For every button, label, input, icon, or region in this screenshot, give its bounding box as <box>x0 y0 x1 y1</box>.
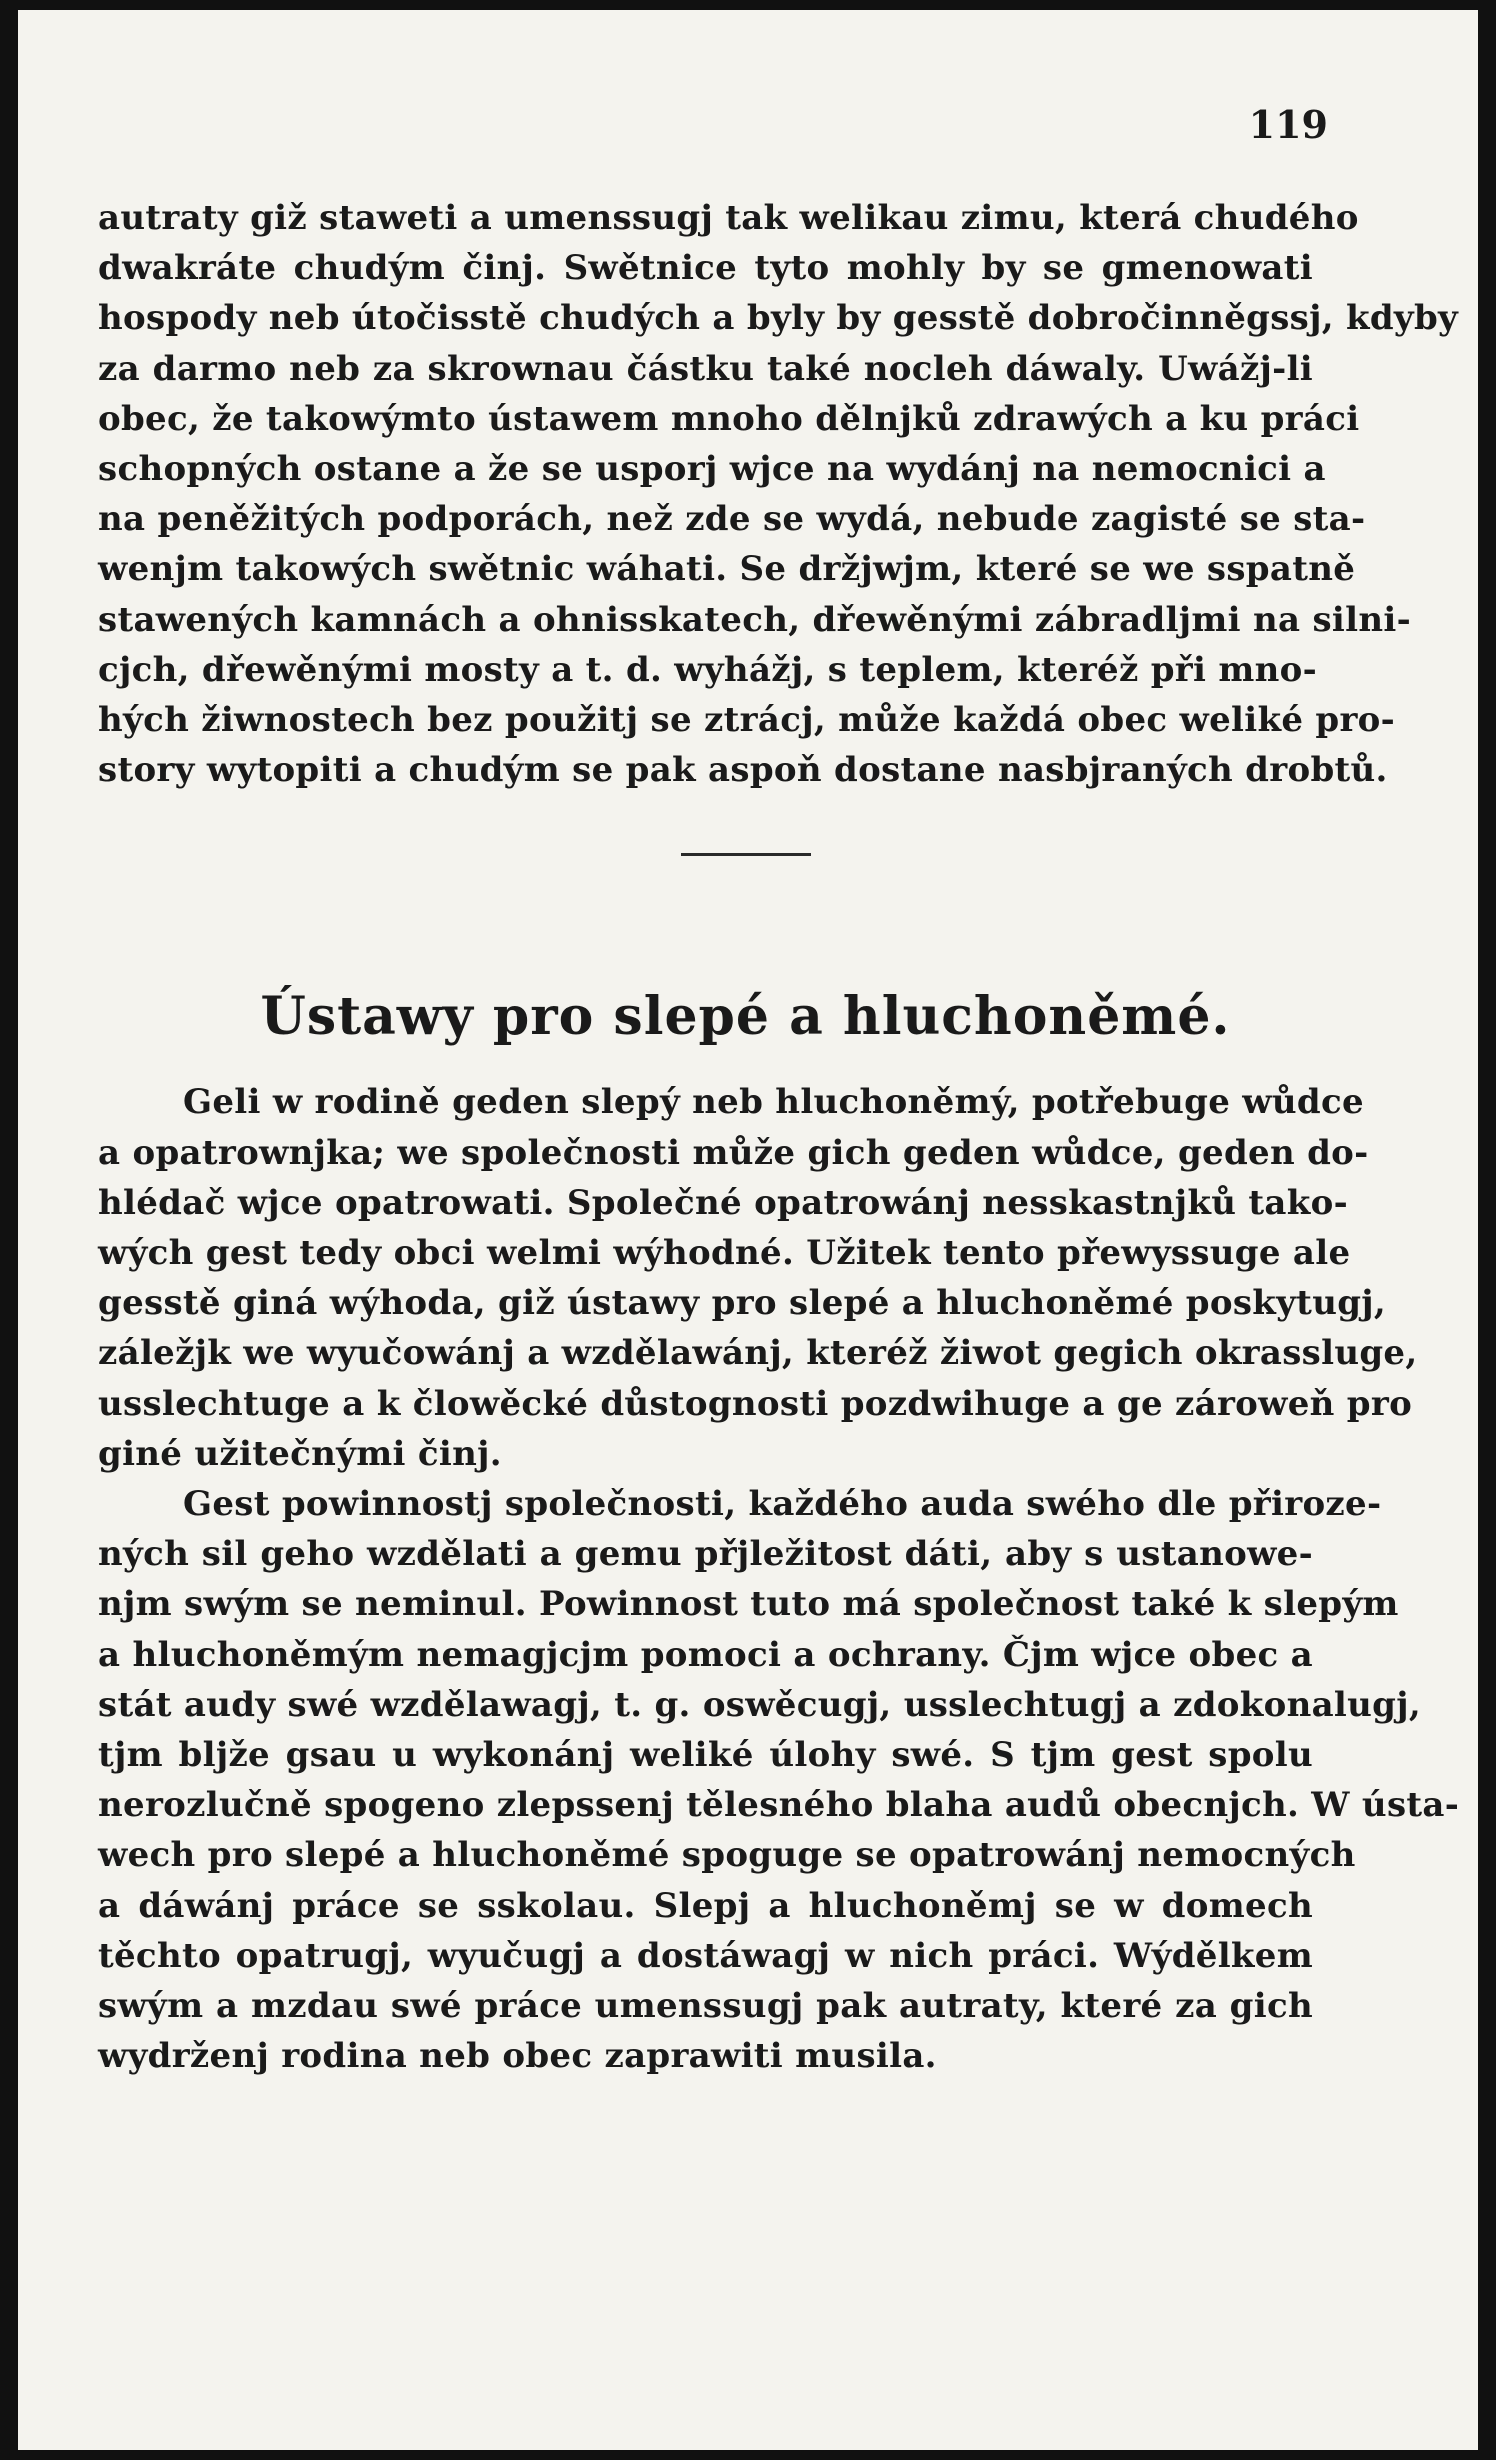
text-line: nerozlučně spogeno zlepssenj tělesného blaha audů obecnjch. W ústa- <box>98 1785 1460 1826</box>
text-line: schopných ostane a že se usporj wjce na wydánj na nemocnici a <box>98 449 1326 490</box>
text-line: stawených kamnách a ohnisskatech, dřewěnými zábradljmi na silni- <box>98 599 1411 640</box>
text-line: story wytopiti a chudým se pak aspoň dostane nasbjraných drobtů. <box>98 750 1388 791</box>
text-line: ných sil geho wzdělati a gemu přjležitost dáti, aby s ustanowe- <box>98 1534 1313 1575</box>
text-line: gesstě giná wýhoda, giž ústawy pro slepé a hluchoněmé poskytugj, <box>98 1283 1387 1324</box>
text-line: záležjk we wyučowánj a wzdělawánj, kteréž žiwot gegich okrassluge, <box>98 1333 1418 1374</box>
text-line: Geli w rodině geden slepý neb hluchoněmý, potřebuge wůdce <box>183 1082 1364 1123</box>
paragraph-shelters <box>98 193 1459 795</box>
page-number: 119 <box>1248 102 1328 147</box>
text-line: na peněžitých podporách, než zde se wydá, nebude zagisté se sta- <box>98 499 1366 540</box>
paragraph-blind-deaf-1 <box>98 1077 1418 1479</box>
section-heading: Ústawy pro slepé a hluchoněmé. <box>260 986 1231 1048</box>
text-line: wydrženj rodina neb obec zaprawiti musila. <box>98 2036 937 2077</box>
text-line: hlédač wjce opatrowati. Společné opatrowánj nesskastnjků tako- <box>98 1182 1348 1223</box>
text-line: swým a mzdau swé práce umenssugj pak autraty, které za gich <box>98 1986 1313 2027</box>
book-page <box>18 10 1478 2450</box>
text-line: a hluchoněmým nemagjcjm pomoci a ochrany. Čjm wjce obec a <box>98 1634 1313 1675</box>
text-line: hospody neb útočisstě chudých a byly by gesstě dobročinněgssj, kdyby <box>98 298 1459 339</box>
text-line: giné užitečnými činj. <box>98 1433 502 1474</box>
text-line: stát audy swé wzdělawagj, t. g. oswěcugj, usslechtugj a zdokonalugj, <box>98 1684 1421 1725</box>
text-line: wenjm takowých swětnic wáhati. Se držjwjm, které se we sspatně <box>98 549 1356 590</box>
text-line: a opatrownjka; we společnosti může gich geden wůdce, geden do- <box>98 1132 1369 1173</box>
text-line: cjch, dřewěnými mosty a t. d. wyhážj, s teplem, kteréž při mno- <box>98 649 1318 690</box>
text-line: wých gest tedy obci welmi wýhodné. Užitek tento přewyssuge ale <box>98 1233 1351 1274</box>
text-line: těchto opatrugj, wyučugj a dostáwagj w nich práci. Wýdělkem <box>98 1935 1313 1976</box>
text-line: za darmo neb za skrownau částku také nocleh dáwaly. Uwážj-li <box>98 348 1313 389</box>
text-line: autraty giž staweti a umenssugj tak welikau zimu, která chudého <box>98 198 1359 238</box>
paragraph-blind-deaf-2 <box>98 1479 1460 2081</box>
text-line: Gest powinnostj společnosti, každého auda swého dle přiroze- <box>183 1484 1382 1525</box>
text-line: a dáwánj práce se sskolau. Slepj a hluchoněmj se w domech <box>98 1885 1313 1926</box>
text-line: njm swým se neminul. Powinnost tuto má společnost také k slepým <box>98 1584 1399 1625</box>
text-line: wech pro slepé a hluchoněmé spoguge se opatrowánj nemocných <box>98 1835 1356 1876</box>
text-line: dwakráte chudým činj. Swětnice tyto mohly by se gmenowati <box>98 248 1313 289</box>
section-divider <box>681 853 811 856</box>
text-line: usslechtuge a k člowěcké důstognosti pozdwihuge a ge zároweň pro <box>98 1383 1413 1424</box>
text-line: hých žiwnostech bez použitj se ztrácj, může každá obec weliké pro- <box>98 700 1396 741</box>
text-line: obec, že takowýmto ústawem mnoho dělnjků zdrawých a ku práci <box>98 398 1360 439</box>
text-line: tjm bljže gsau u wykonánj weliké úlohy swé. S tjm gest spolu <box>98 1735 1313 1776</box>
